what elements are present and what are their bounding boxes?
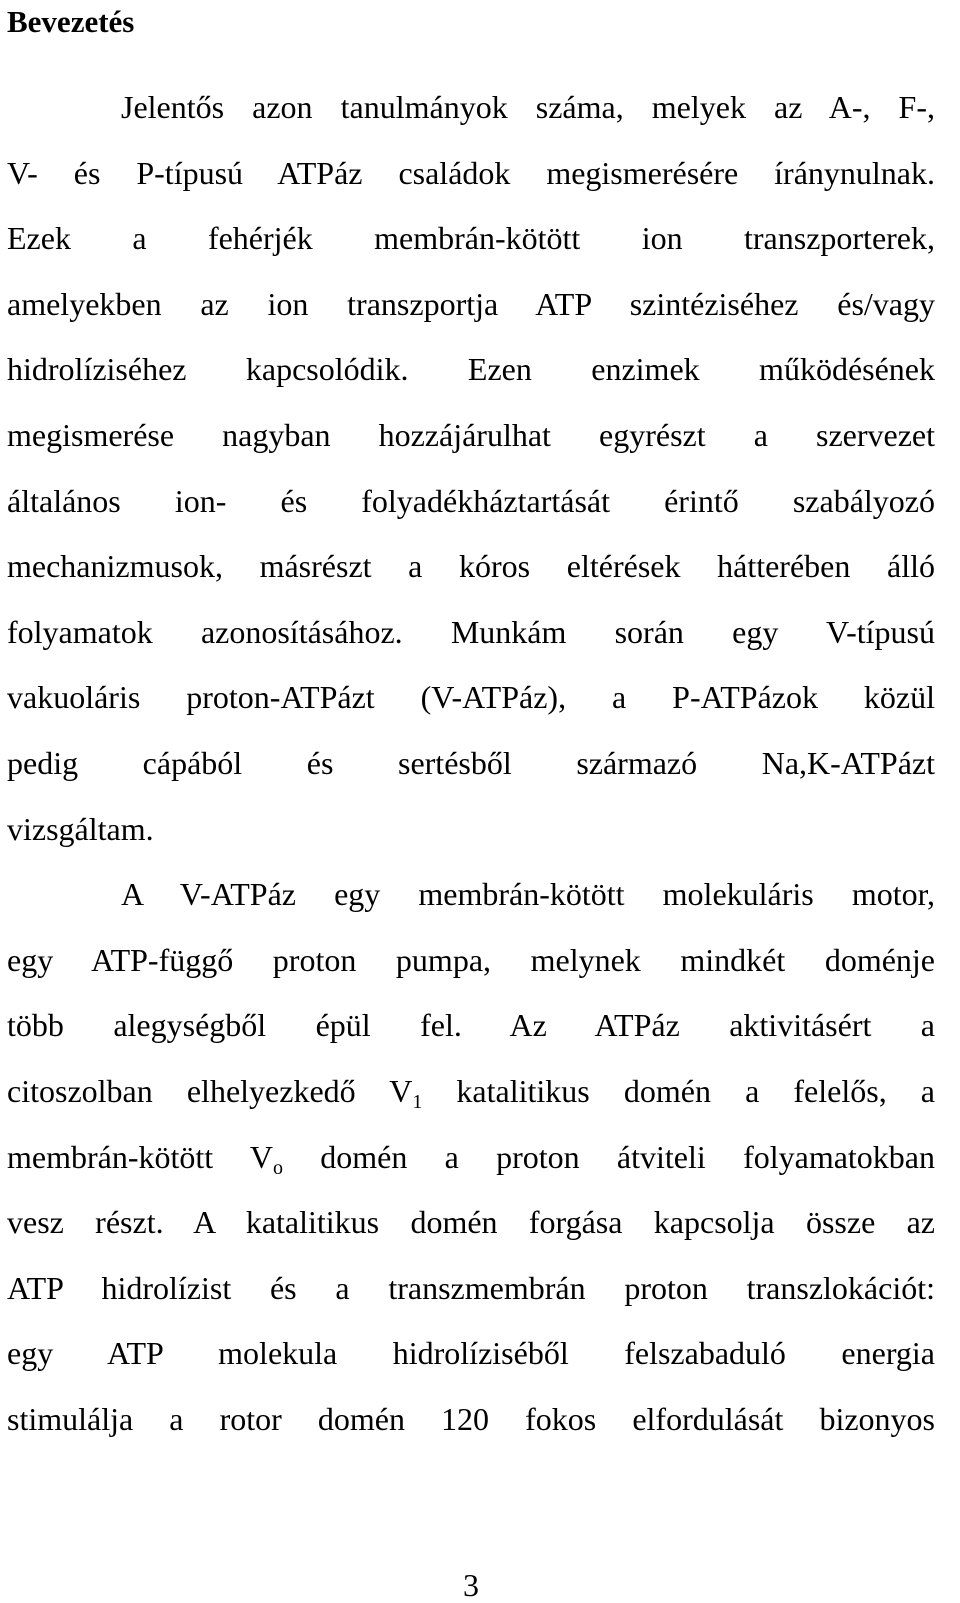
paragraph-line: stimulálja a rotor domén 120 fokos elfordulását bizonyos <box>7 1400 935 1437</box>
subscript: o <box>272 1156 283 1179</box>
paragraph-line: általános ion- és folyadékháztartását érintő szabályozó <box>7 482 935 519</box>
text-segment: katalitikus domén a felelős, a <box>422 1072 936 1109</box>
paragraph-line: ATP hidrolízist és a transzmembrán proton transzlokációt: <box>7 1269 935 1306</box>
paragraph-line-with-subscript <box>7 1125 935 1191</box>
paragraph-line: mechanizmusok, másrészt a kóros eltérések hátterében álló <box>7 548 935 585</box>
paragraph-line: folyamatok azonosításához. Munkám során egy V-típusú <box>7 613 935 650</box>
subscript: 1 <box>412 1090 423 1113</box>
paragraph-line: hidrolíziséhez kapcsolódik. Ezen enzimek működésének <box>7 351 935 388</box>
paragraph-line: vizsgáltam. <box>7 810 154 847</box>
paragraph-line: Ezek a fehérjék membrán-kötött ion transzporterek, <box>7 220 935 257</box>
paragraph-line: Jelentős azon tanulmányok száma, melyek az A-, F-, <box>121 89 935 125</box>
paragraph-line: több alegységből épül fel. Az ATPáz aktivitásért a <box>7 1007 935 1044</box>
paragraph-line: pedig cápából és sertésből származó Na,K-ATPázt <box>7 744 935 781</box>
text-segment: citoszolban elhelyezkedő V <box>7 1072 413 1109</box>
paragraph-1 <box>7 75 935 862</box>
paragraph-2 <box>7 862 935 1452</box>
paragraph-line: vakuoláris proton-ATPázt (V-ATPáz), a P-ATPázok közül <box>7 679 935 716</box>
page-number: 3 <box>463 1567 479 1603</box>
text-segment: domén a proton átviteli folyamatokban <box>282 1138 936 1175</box>
paragraph-line: egy ATP molekula hidrolíziséből felszabaduló energia <box>7 1335 935 1372</box>
paragraph-line-with-subscript <box>7 1059 935 1125</box>
paragraph-line: V- és P-típusú ATPáz családok megismerésére íránynulnak. <box>7 154 935 191</box>
paragraph-line: amelyekben az ion transzportja ATP szintéziséhez és/vagy <box>7 285 935 322</box>
paragraph-line: egy ATP-függő proton pumpa, melynek mindkét doménje <box>7 941 935 978</box>
text-segment: membrán-kötött V <box>7 1138 273 1175</box>
paragraph-line: vesz részt. A katalitikus domén forgása kapcsolja össze az <box>7 1204 935 1241</box>
section-heading: Bevezetés <box>7 4 135 39</box>
paragraph-line: megismerése nagyban hozzájárulhat egyrészt a szervezet <box>7 416 935 453</box>
paragraph-line: A V-ATPáz egy membrán-kötött molekuláris motor, <box>121 876 935 913</box>
document-page <box>7 0 936 1603</box>
